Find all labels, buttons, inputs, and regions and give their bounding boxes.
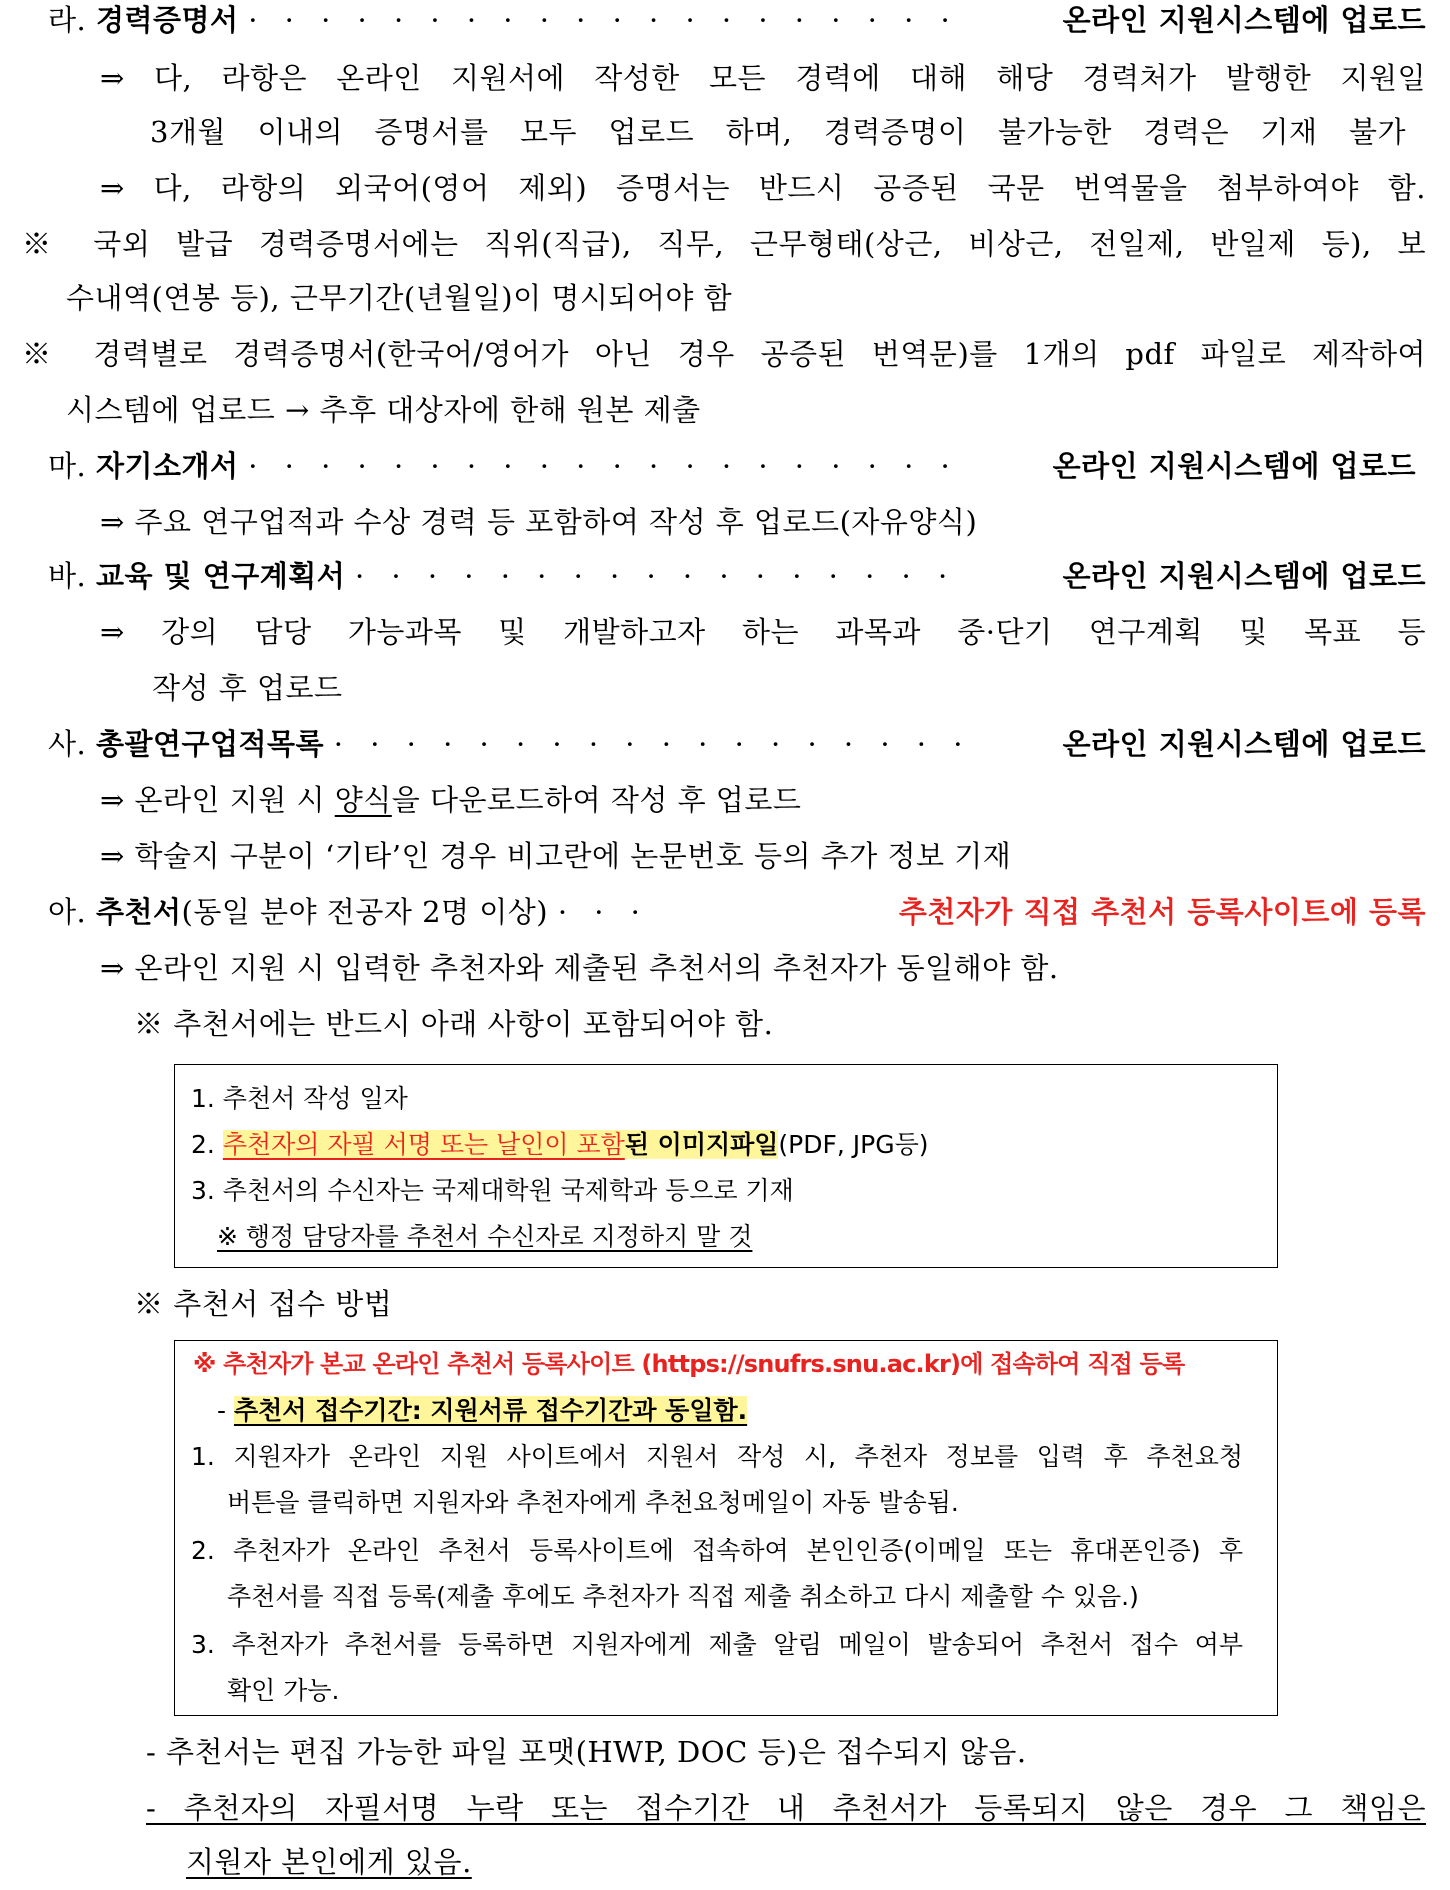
section-a-note: ⇒ 온라인 지원 시 입력한 추천자와 제출된 추천서의 추천자가 동일해야 함. (100, 951, 1059, 985)
dot-leader: · · · · · · · · · · · · · · · · · · · · (248, 3, 959, 37)
section-ra-note2: ⇒ 다, 라항의 외국어(영어 제외) 증명서는 반드시 공증된 국문 번역물을 첨부하여야 함. (100, 171, 1426, 205)
section-marker: 라. (48, 3, 87, 37)
method-item-3-line1: 3. 추천자가 추천서를 등록하면 지원자에게 제출 알림 메일이 발송되어 추천서 접수 여부 (191, 1630, 1243, 1659)
section-title: 자기소개서 (95, 449, 239, 483)
section-title: 추천서 (95, 895, 182, 929)
method-item-1-line1: 1. 지원자가 온라인 지원 사이트에서 지원서 작성 시, 추천자 정보를 입력 후 추천요청 (191, 1442, 1243, 1471)
submission-destination: 온라인 지원시스템에 업로드 (1052, 449, 1416, 483)
file-format-text: (PDF, JPG등) (778, 1130, 929, 1159)
reference-note-foreign-cert-line2: 수내역(연봉 등), 근무기간(년월일)이 명시되어야 함 (66, 281, 733, 315)
reference-note-foreign-cert-line1: ※ 국외 발급 경력증명서에는 직위(직급), 직무, 근무형태(상근, 비상근, 전일제, 반일제 등), 보 (22, 227, 1426, 261)
section-ra-heading (48, 0, 1426, 48)
dot-leader: · · · · · · · · · · · · · · · · · · · · (248, 449, 959, 483)
note-text: 을 다운로드하여 작성 후 업로드 (391, 783, 802, 817)
highlighted-requirement: 된 이미지파일 (624, 1130, 779, 1159)
submission-destination: 온라인 지원시스템에 업로드 (1062, 727, 1426, 761)
dot-leader: · · · (557, 895, 649, 929)
reference-note-include: ※ 추천서에는 반드시 아래 사항이 포함되어야 함. (134, 1007, 774, 1041)
method-item-1-line2: 버튼을 클릭하면 지원자와 추천자에게 추천요청메일이 자동 발송됨. (227, 1488, 959, 1517)
responsibility-note-line2: 지원자 본인에게 있음. (186, 1845, 472, 1879)
section-sa-note2: ⇒ 학술지 구분이 ‘기타’인 경우 비고란에 논문번호 등의 추가 정보 기재 (100, 839, 1012, 873)
reference-note-pdf-line2: 시스템에 업로드 → 추후 대상자에 한해 원본 제출 (66, 393, 701, 427)
section-title: 교육 및 연구계획서 (95, 559, 346, 593)
highlighted-requirement: 추천자의 자필 서명 또는 날인이 포함 (222, 1130, 625, 1159)
online-registration-notice: ※ 추천자가 본교 온라인 추천서 등록사이트 (https://snufrs.snu.ac.kr)에 접속하여 직접 등록 (193, 1350, 1185, 1378)
responsibility-note-line1: - 추천자의 자필서명 누락 또는 접수기간 내 추천서가 등록되지 않은 경우 그 책임은 (146, 1791, 1426, 1825)
section-marker: 바. (48, 559, 87, 593)
section-marker: 아. (48, 895, 87, 929)
dot-leader: · · · · · · · · · · · · · · · · · · (333, 727, 972, 761)
reference-note-pdf-line1: ※ 경력별로 경력증명서(한국어/영어가 아닌 경우 공증된 번역문)를 1개의 pdf 파일로 제작하여 (22, 337, 1426, 371)
receipt-period (217, 1387, 747, 1434)
requirement-item-3-note: ※ 행정 담당자를 추천서 수신자로 지정하지 말 것 (217, 1222, 753, 1251)
editable-format-note: - 추천서는 편집 가능한 파일 포맷(HWP, DOC 등)은 접수되지 않음. (146, 1735, 1027, 1769)
section-a-heading (48, 884, 1426, 940)
section-title: 경력증명서 (95, 3, 239, 37)
method-item-2-line1: 2. 추천자가 온라인 추천서 등록사이트에 접속하여 본인인증(이메일 또는 휴대폰인증) 후 (191, 1536, 1243, 1565)
section-ra-note1-line1: ⇒ 다, 라항은 온라인 지원서에 작성한 모든 경력에 대해 해당 경력처가 발행한 지원일 (100, 61, 1426, 95)
dot-leader: · · · · · · · · · · · · · · · · · (354, 559, 957, 593)
method-item-2-line2: 추천서를 직접 등록(제출 후에도 추천자가 직접 제출 취소하고 다시 제출할 수 있음.) (227, 1582, 1139, 1611)
recommendation-method-box (174, 1340, 1278, 1716)
requirement-item-2 (191, 1121, 929, 1168)
section-ba-heading (48, 548, 1426, 604)
submission-destination: 온라인 지원시스템에 업로드 (1062, 559, 1426, 593)
submission-destination: 온라인 지원시스템에 업로드 (1062, 3, 1426, 37)
section-sa-note1 (100, 772, 801, 828)
section-title-suffix: (동일 분야 전공자 2명 이상) (181, 895, 549, 929)
section-ba-note-line2: 작성 후 업로드 (152, 671, 343, 705)
reference-note-method: ※ 추천서 접수 방법 (134, 1287, 393, 1321)
dash: - (217, 1396, 234, 1425)
recommendation-requirements-box (174, 1064, 1278, 1268)
method-item-3-line2: 확인 가능. (227, 1676, 340, 1705)
item-number: 2. (191, 1130, 223, 1159)
section-ma-note: ⇒ 주요 연구업적과 수상 경력 등 포함하여 작성 후 업로드(자유양식) (100, 505, 978, 539)
section-ma-heading (48, 438, 1416, 494)
section-sa-heading (48, 716, 1426, 772)
form-download-link[interactable]: 양식 (334, 783, 392, 817)
section-marker: 사. (48, 727, 87, 761)
section-title: 총괄연구업적목록 (95, 727, 325, 761)
section-marker: 마. (48, 449, 87, 483)
requirement-item-1: 1. 추천서 작성 일자 (191, 1084, 408, 1113)
section-ra-note1-line2: 3개월 이내의 증명서를 모두 업로드 하며, 경력증명이 불가능한 경력은 기재 불가 (150, 115, 1406, 149)
note-text: ⇒ 온라인 지원 시 (100, 783, 335, 817)
section-ba-note-line1: ⇒ 강의 담당 가능과목 및 개발하고자 하는 과목과 중·단기 연구계획 및 목표 등 (100, 615, 1426, 649)
submission-destination: 추천자가 직접 추천서 등록사이트에 등록 (898, 895, 1426, 929)
receipt-period-text: 추천서 접수기간: 지원서류 접수기간과 동일함. (233, 1396, 748, 1425)
requirement-item-3: 3. 추천서의 수신자는 국제대학원 국제학과 등으로 기재 (191, 1176, 794, 1205)
